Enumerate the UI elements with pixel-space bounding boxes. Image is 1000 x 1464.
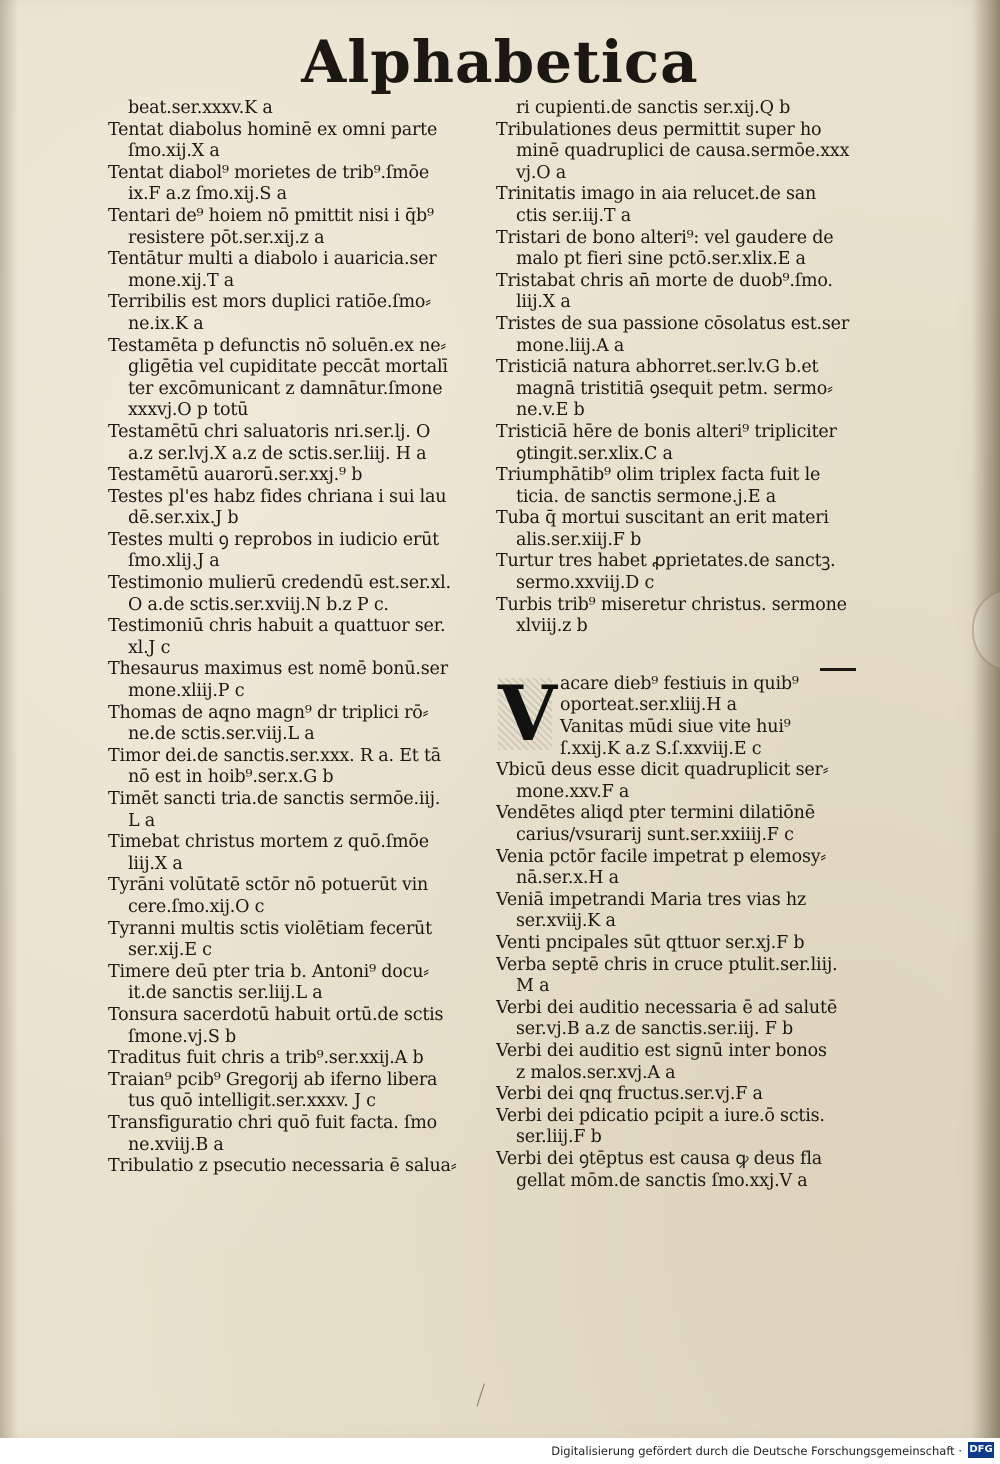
- running-head: Alphabetica: [301, 28, 699, 96]
- index-entry-line: xlviij.z b: [516, 616, 588, 637]
- index-entry-line: nā.ser.x.H a: [516, 868, 619, 889]
- dfg-logo: DFG: [968, 1442, 994, 1458]
- index-entry-line: Terribilis est mors duplici ratiōe.ſmo⸗: [108, 292, 431, 313]
- index-entry-line: vj.O a: [516, 162, 567, 183]
- index-entry-line: z malos.ser.xvj.A a: [516, 1062, 676, 1083]
- index-entry-line: ne.de sctis.ser.viij.L a: [128, 724, 315, 745]
- index-entry-line: tus quō intelligiṫ.ser.xxxv. J c: [128, 1091, 376, 1112]
- section-rule: [820, 668, 856, 671]
- index-entry-line: Veniā impetrandi Maria tres vias hz: [496, 889, 807, 910]
- index-entry-line: cere.ſmo.xij.O c: [128, 896, 265, 917]
- index-entry-line: mone.xij.T a: [128, 270, 235, 291]
- index-entry-line: Testimonio mulierū credendū est.ser.xl.: [108, 573, 451, 594]
- index-entry-line: Turtur tres habet ꝓprietates.de sanctꝫ.: [496, 551, 836, 572]
- index-entry-line: Vbicū deus esse dicit quadrupliciṫ ser⸗: [496, 760, 829, 781]
- index-entry-line: Tonsura sacerdotū habuit ortū.de sctis: [108, 1004, 444, 1025]
- index-entry-line: ctis ser.iij.T a: [516, 205, 631, 226]
- index-entry-line: sermo.xxviij.D c: [516, 573, 655, 594]
- index-entry-line: Tuba q̄ mortui suscitanṫ an erit materi: [496, 508, 829, 529]
- spine-shadow: [0, 0, 18, 1438]
- index-entry-line: oporteat.ser.xliij.H a: [560, 695, 737, 716]
- index-entry-line: Verbi dei pdicatio pcipiṫ a iure.ō sctis.: [496, 1105, 825, 1126]
- index-entry-line: Tyrāni volūtatē sctōr nō potuerūt vin: [108, 875, 429, 896]
- index-entry-line: Verbi dei auditio est signū inter bonos: [496, 1040, 827, 1061]
- index-entry-line: ser.xij.E c: [128, 940, 212, 961]
- decorated-initial-v: V: [498, 668, 557, 758]
- index-entry-line: it.de sanctis ser.liij.L a: [128, 983, 323, 1004]
- section-v: [496, 668, 868, 1192]
- index-entry-line: Tribulatio z psecutio necessaria ē salua⸗: [108, 1156, 457, 1177]
- index-entry-line: mone.liij.A a: [516, 335, 625, 356]
- index-entry-line: Testamētū auarorū.ser.xxj.⁹ b: [108, 465, 363, 486]
- index-entry-line: ne.v.E b: [516, 400, 585, 421]
- index-entry-line: ix.F a.z ſmo.xij.S a: [128, 184, 287, 205]
- right-column-t-entries: [496, 98, 868, 638]
- index-entry-line: ſ.xxij.K a.z S.ſ.xxviij.E c: [560, 738, 762, 759]
- index-entry-line: Testamētū chri saluatoris nri.ser.lj. O: [108, 421, 431, 442]
- index-entry-line: Tentat diabol⁹ morietes de trib⁹.ſmōe: [108, 162, 429, 183]
- index-entry-line: Verbi dei ꝯtēptus est causa ꝙ deus fla: [496, 1148, 822, 1169]
- index-entry-line: Turbis trib⁹ miseretur christus. sermone: [496, 594, 847, 615]
- footer-credit: Digitalisierung gefördert durch die Deutsche Forschungsgemeinschaft ·: [551, 1444, 962, 1458]
- index-entry-line: M a: [516, 976, 550, 997]
- index-entry-line: ſmone.vj.S b: [128, 1026, 237, 1047]
- index-entry-line: Venti pncipales sūt qttuor ser.xj.F b: [496, 932, 805, 953]
- index-entry-line: gellat mōm.de sanctis ſmo.xxj.V a: [516, 1170, 808, 1191]
- index-entry-line: gligētia vel cupiditate peccāt mortalī: [128, 357, 448, 378]
- index-entry-line: ne.ix.K a: [128, 313, 204, 334]
- index-entry-line: ser.vj.B a.z de sanctis.ser.iij. F b: [516, 1019, 793, 1040]
- index-entry-line: Testamēta p defunctis nō soluēn.ex ne⸗: [108, 335, 446, 356]
- index-entry-line: Traian⁹ pcib⁹ Gregorij ab iferno libera: [108, 1069, 438, 1090]
- index-entry-line: Tyranni multis sctis violētiam fecerūt: [108, 918, 432, 939]
- index-entry-line: Tentat diabolus hominē ex omni parte: [108, 119, 438, 140]
- index-entry-line: ter excōmunicanṫ z damnātur.ſmone: [128, 378, 443, 399]
- index-entry-line: ser.liij.F b: [516, 1127, 602, 1148]
- index-entry-line: Timere deū pter tria b. Antoni⁹ docu⸗: [108, 961, 429, 982]
- index-entry-line: Testes multi ꝯ reprobos in iudicio erūt: [108, 529, 439, 550]
- index-entry-line: O a.de sctis.ser.xviij.N b.z P c.: [128, 594, 389, 615]
- index-entry-line: xxxvj.O p totū: [128, 400, 249, 421]
- index-entry-line: Tristes de sua passione cōsolatus est.ser: [496, 313, 850, 334]
- index-entry-line: ticia. de sanctis sermone.j.E a: [516, 486, 776, 507]
- index-entry-line: carius/vsurarij sunt.ser.xxiiij.F c: [516, 825, 794, 845]
- index-entry-line: Vendētes aliqd pter termini dilatiōnē: [496, 803, 815, 824]
- index-entry-line: Transfiguratio chri quō fuit facta. ſmo: [108, 1112, 438, 1133]
- index-entry-line: magnā tristitiā ꝯsequiṫ petm. sermo⸗: [516, 378, 833, 399]
- index-entry-line: Tribulationes deus permittit super ho: [496, 119, 822, 140]
- index-entry-line: Triumphātib⁹ olim triplex facta fuit le: [496, 465, 821, 486]
- index-entry-line: Timor dei.de sanctis.ser.xxx. R a. Et tā: [108, 745, 442, 766]
- index-entry-line: malo pt fieri sine pctō.ser.xlix.E a: [516, 249, 806, 270]
- index-entry-line: Verba septē chris in cruce ptulit.ser.liij.: [496, 954, 838, 975]
- right-index-column: [496, 98, 868, 1192]
- index-entry-line: Tristabaṫ chris an̄ morte de duob⁹.ſmo.: [496, 270, 833, 291]
- index-entry-line: liij.X a: [128, 853, 183, 874]
- index-entry-line: ꝯtingit.ser.xlix.C a: [516, 443, 673, 464]
- index-entry-line: alis.ser.xiij.F b: [516, 529, 642, 550]
- pen-mark: [476, 1384, 490, 1409]
- index-entry-line: Tristiciā hēre de bonis alteri⁹ tripliciter: [496, 421, 837, 442]
- index-entry-line: ſmo.xij.X a: [128, 141, 220, 162]
- index-entry-line: minē quadruplici de causa.sermōe.xxx: [516, 141, 850, 162]
- index-entry-line: Tentātur multi a diabolo i auaricia.ser: [108, 249, 437, 270]
- index-entry-line: liij.X a: [516, 292, 571, 313]
- index-entry-line: ne.xviij.B a: [128, 1134, 224, 1155]
- index-entry-line: nō est in hoib⁹.ser.x.G b: [128, 767, 334, 788]
- index-entry-line: Venia pctōr facile impetraṫ p elemosy⸗: [496, 846, 827, 867]
- left-index-column: [108, 98, 488, 1178]
- index-entry-line: Tristari de bono alteri⁹: vel gaudere de: [496, 227, 834, 248]
- index-entry-line: mone.xxv.F a: [516, 781, 630, 802]
- index-entry-line: a.z ser.lvj.X a.z de sctis.ser.liij. H a: [128, 443, 427, 464]
- index-entry-line: Thomas de aqno magn⁹ dr triplici rō⸗: [108, 702, 429, 723]
- page-edge-shadow: [972, 0, 1000, 1438]
- index-entry-line: Tentari de⁹ hoiem nō pmittit nisi i q̄b⁹: [108, 205, 434, 226]
- index-entry-line: ſmo.xlij.J a: [128, 551, 220, 572]
- index-entry-line: ri cupienti.de sanctis ser.xij.Q b: [516, 98, 791, 118]
- index-entry-line: beat.ser.xxxv.K a: [128, 98, 273, 118]
- index-entry-line: Timēt sancti tria.de sanctis sermōe.iij.: [108, 789, 441, 809]
- index-entry-line: Testes pl'es habz fides chriana i sui lau: [108, 486, 447, 507]
- index-entry-line: L a: [128, 810, 156, 831]
- index-entry-line: ser.xviij.K a: [516, 911, 616, 932]
- index-entry-line: Tristiciā natura abhorret.ser.lv.G b.et: [496, 357, 819, 378]
- index-entry-line: Thesaurus maximus est nomē bonū.ser: [108, 659, 448, 680]
- index-entry-line: mone.xliij.P c: [128, 681, 245, 702]
- index-entry-line: acare dieb⁹ festiuis in quib⁹: [560, 673, 799, 694]
- index-entry-line: Testimoniū chris habuit a quattuor ser.: [108, 616, 446, 637]
- index-entry-line: Verbi dei qnq fructus.ser.vj.F a: [496, 1084, 763, 1105]
- index-entry-line: dē.ser.xix.J b: [128, 508, 239, 529]
- index-entry-line: Traditus fuit chris a trib⁹.ser.xxij.A b: [108, 1048, 424, 1069]
- index-entry-line: Trinitatis imago in aia relucet.de san: [496, 184, 817, 205]
- index-entry-line: xl.J c: [128, 637, 171, 658]
- index-entry-line: Vanitas mūdi siue vite hui⁹: [560, 717, 791, 738]
- digitization-footer: [0, 1438, 1000, 1464]
- index-entry-line: Timebat christus mortem z quō.ſmōe: [108, 832, 429, 853]
- index-entry-line: Verbi dei auditio necessaria ē ad salutē: [496, 997, 837, 1018]
- index-entry-line: resistere pōt.ser.xij.z a: [128, 227, 325, 248]
